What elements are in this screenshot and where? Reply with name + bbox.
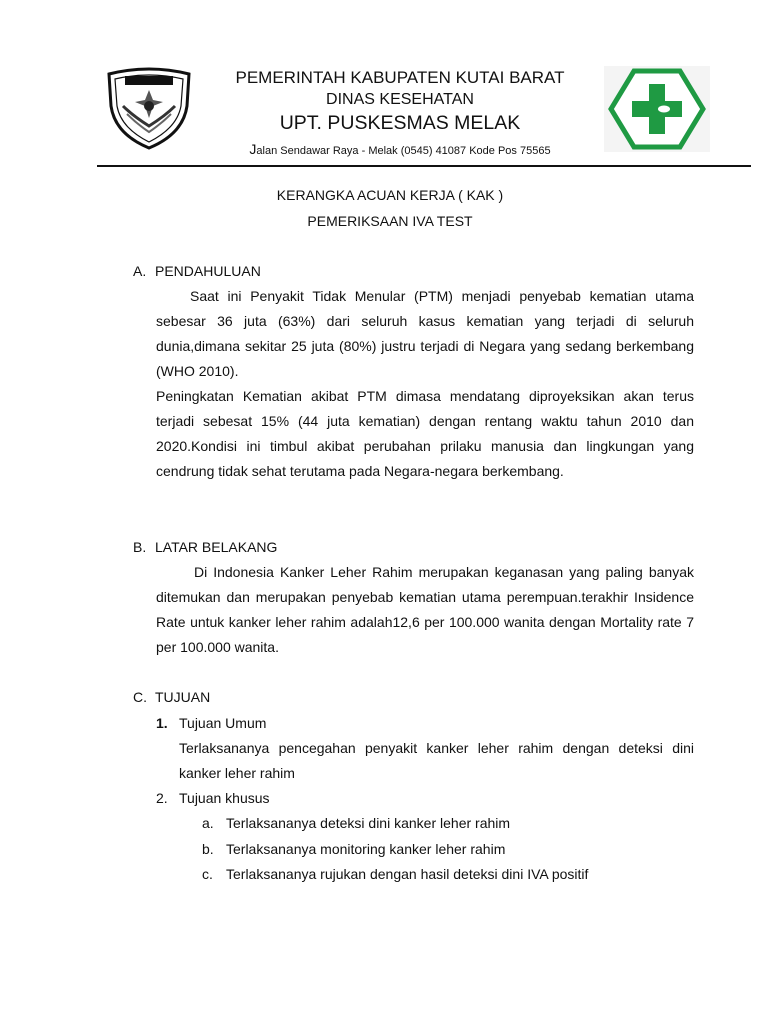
address-text: alan Sendawar Raya - Melak (0545) 41087 Kode Pos 75565: [256, 145, 551, 157]
section-title: TUJUAN: [155, 689, 211, 705]
section-title: LATAR BELAKANG: [155, 539, 278, 555]
letterhead-divider: [97, 165, 751, 167]
section-a-paragraph-2: Peningkatan Kematian akibat PTM dimasa mendatang diproyeksikan akan terus terjadi sebesat 15% (44 juta kematian) dengan rentang waktu tahun 2010 dan 2020.Kondisi ini timbul akibat perubahan prilaku manusia dan lingkungan yang cendrung tidak sehat terutama pada Negara-negara berkembang.: [156, 388, 694, 479]
list-item: [202, 815, 510, 831]
document-title: KERANGKA ACUAN KERJA ( KAK ): [276, 187, 504, 203]
list-letter: b.: [202, 841, 214, 857]
address-initial: J: [249, 141, 257, 157]
objective-general-label: [156, 715, 266, 731]
letterhead-institution: UPT. PUSKESMAS MELAK: [279, 112, 521, 134]
section-title: PENDAHULUAN: [155, 263, 261, 279]
objective-general-text: Terlaksananya pencegahan penyakit kanker leher rahim dengan deteksi dini kanker leher rahim: [179, 740, 694, 781]
list-text: Terlaksananya rujukan dengan hasil deteksi dini IVA positif: [226, 866, 589, 882]
list-text: Terlaksananya deteksi dini kanker leher rahim: [226, 815, 511, 831]
section-b-paragraph-1: Di Indonesia Kanker Leher Rahim merupakan keganasan yang paling banyak ditemukan dan merupakan penyebab kematian utama perempuan.terakhir Insidence Rate untuk kanker leher rahim adalah12,6 per 100.000 wanita dengan Mortality rate 7 per 100.000 wanita.: [156, 564, 694, 655]
list-number: 2.: [156, 790, 168, 806]
list-number: 1.: [156, 715, 168, 731]
list-letter: a.: [202, 815, 214, 831]
section-a-paragraph-1: Saat ini Penyakit Tidak Menular (PTM) menjadi penyebab kematian utama sebesar 36 juta (63%) dari seluruh kasus kematian yang terjadi di seluruh dunia,dimana sekitar 25 juta (80%) justru terjadi di Negara yang sedang berkembang (WHO 2010).: [156, 288, 694, 379]
list-item: [202, 841, 505, 857]
list-item: [202, 866, 588, 882]
section-letter: B.: [133, 539, 147, 555]
kutai-barat-emblem-logo: [103, 66, 195, 150]
section-b-heading: [133, 539, 277, 555]
section-a-heading: [133, 263, 261, 279]
puskesmas-cross-logo: [604, 66, 710, 152]
section-c-heading: [133, 689, 210, 705]
list-letter: c.: [202, 866, 213, 882]
letterhead-department: DINAS KESEHATAN: [326, 91, 474, 108]
list-label: Tujuan khusus: [179, 790, 270, 806]
list-label: Tujuan Umum: [179, 715, 267, 731]
objective-specific-label: [156, 790, 270, 806]
letterhead-government: PEMERINTAH KABUPATEN KUTAI BARAT: [235, 68, 565, 87]
document-subtitle: PEMERIKSAAN IVA TEST: [307, 213, 473, 229]
section-letter: C.: [133, 689, 147, 705]
section-letter: A.: [133, 263, 147, 279]
list-text: Terlaksananya monitoring kanker leher rahim: [226, 841, 506, 857]
letterhead-address: [200, 141, 600, 157]
